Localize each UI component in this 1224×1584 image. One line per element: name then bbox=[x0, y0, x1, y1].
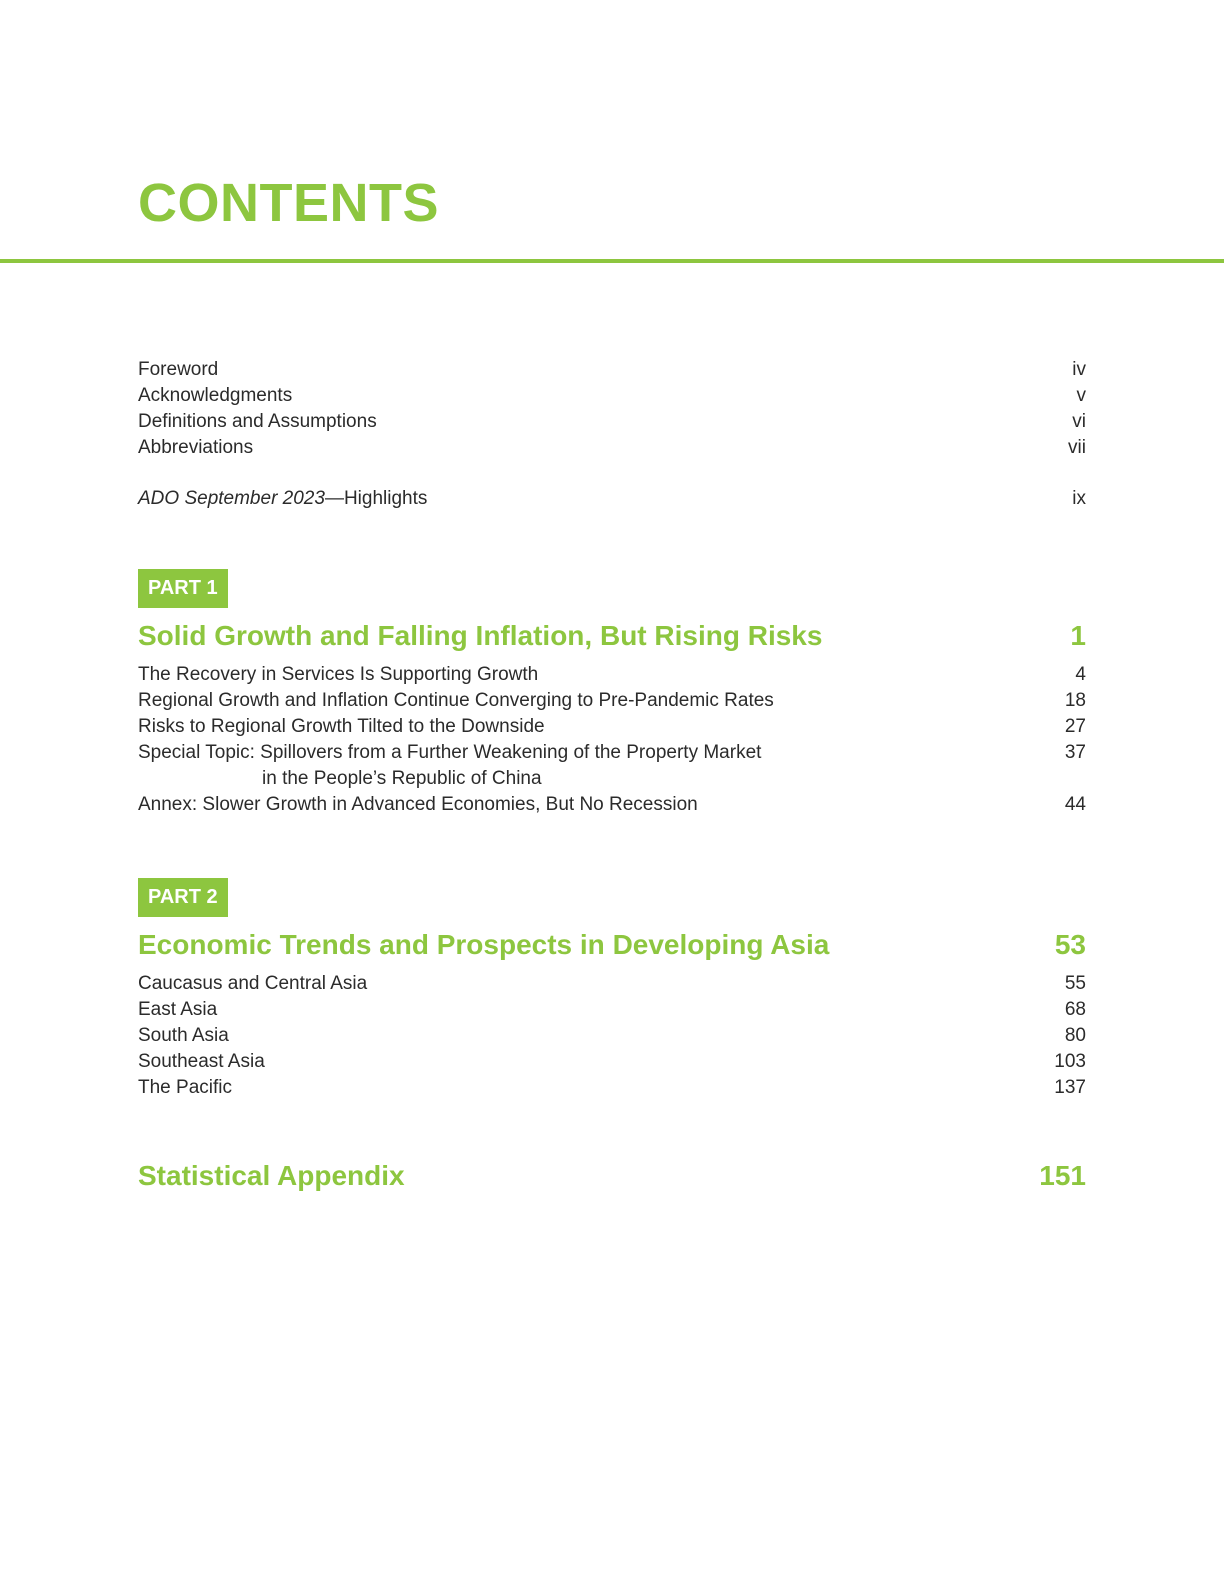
toc-entry-label: East Asia bbox=[138, 999, 218, 1020]
toc-entry-definitions[interactable] bbox=[138, 409, 1086, 435]
toc-entry[interactable] bbox=[138, 662, 1086, 688]
toc-entry-page: 80 bbox=[1064, 1025, 1086, 1046]
title-divider bbox=[0, 259, 1224, 263]
toc-entry-label: Foreword bbox=[138, 359, 219, 380]
toc-entry-page: iv bbox=[1072, 359, 1086, 380]
toc-entry-label: Abbreviations bbox=[138, 437, 254, 458]
part2-heading[interactable] bbox=[138, 925, 1086, 965]
toc-entry-abbreviations[interactable] bbox=[138, 435, 1086, 461]
toc-entry-label: Annex: Slower Growth in Advanced Economies, But No Recession bbox=[138, 794, 698, 815]
toc-entry-page: 103 bbox=[1054, 1051, 1086, 1072]
toc-entry-page: 27 bbox=[1064, 716, 1086, 737]
part1-title: Solid Growth and Falling Inflation, But Rising Risks bbox=[138, 620, 823, 651]
toc-entry-label: South Asia bbox=[138, 1025, 229, 1046]
toc-entry-page: 68 bbox=[1064, 999, 1086, 1020]
toc-entry-highlights[interactable] bbox=[138, 486, 1086, 512]
toc-entry[interactable] bbox=[138, 688, 1086, 714]
toc-entry-page: ix bbox=[1072, 488, 1086, 509]
toc-entry-label bbox=[138, 486, 1046, 512]
toc-entry-label: Southeast Asia bbox=[138, 1051, 265, 1072]
toc-entry[interactable] bbox=[138, 971, 1086, 997]
toc-entry-page: v bbox=[1076, 385, 1086, 406]
toc-entry-page: vi bbox=[1072, 411, 1086, 432]
part2-entries bbox=[138, 971, 1086, 1101]
toc-entry-page: 44 bbox=[1064, 794, 1086, 815]
part2-page: 53 bbox=[1054, 929, 1086, 960]
part2-badge: PART 2 bbox=[138, 878, 228, 917]
toc-entry-label: Acknowledgments bbox=[138, 385, 293, 406]
appendix-heading[interactable] bbox=[138, 1156, 1086, 1196]
part1-badge: PART 1 bbox=[138, 569, 228, 608]
toc-entry[interactable] bbox=[138, 1049, 1086, 1075]
appendix-page: 151 bbox=[1039, 1160, 1086, 1191]
toc-entry[interactable] bbox=[138, 740, 1086, 792]
toc-entry-foreword[interactable] bbox=[138, 357, 1086, 383]
toc-entry-page: 18 bbox=[1064, 690, 1086, 711]
part1-heading[interactable] bbox=[138, 616, 1086, 656]
toc-entry[interactable] bbox=[138, 714, 1086, 740]
toc-entry-page: 137 bbox=[1054, 1077, 1086, 1098]
highlights-suffix: —Highlights bbox=[324, 488, 428, 509]
toc-entry-acknowledgments[interactable] bbox=[138, 383, 1086, 409]
part1-page: 1 bbox=[1070, 620, 1086, 651]
toc-entry-page: vii bbox=[1068, 437, 1086, 458]
toc-entry-label: The Recovery in Services Is Supporting Growth bbox=[138, 664, 539, 685]
front-matter-list bbox=[138, 357, 1086, 461]
page-title: CONTENTS bbox=[138, 173, 439, 233]
toc-entry[interactable] bbox=[138, 1075, 1086, 1101]
part2-title: Economic Trends and Prospects in Developing Asia bbox=[138, 929, 830, 960]
part2-section bbox=[138, 878, 1086, 1101]
toc-entry-label: Definitions and Assumptions bbox=[138, 411, 377, 432]
toc-entry-page: 4 bbox=[1075, 664, 1086, 685]
part1-entries bbox=[138, 662, 1086, 818]
toc-entry-label: Caucasus and Central Asia bbox=[138, 973, 368, 994]
report-title-italic: ADO September 2023 bbox=[138, 488, 325, 509]
toc-entry-label: Regional Growth and Inflation Continue Converging to Pre-Pandemic Rates bbox=[138, 690, 774, 711]
toc-entry[interactable] bbox=[138, 997, 1086, 1023]
toc-entry-label bbox=[138, 740, 1046, 792]
highlights-section bbox=[138, 486, 1086, 512]
toc-entry-label-line2: in the People’s Republic of China bbox=[262, 768, 542, 789]
part1-section bbox=[138, 569, 1086, 818]
toc-entry-page: 37 bbox=[1064, 742, 1086, 763]
toc-entry[interactable] bbox=[138, 792, 1086, 818]
toc-entry-label-line1: Special Topic: Spillovers from a Further Weakening of the Property Market bbox=[138, 742, 762, 763]
toc-entry[interactable] bbox=[138, 1023, 1086, 1049]
toc-entry-label: The Pacific bbox=[138, 1077, 232, 1098]
appendix-section bbox=[138, 1156, 1086, 1196]
appendix-title: Statistical Appendix bbox=[138, 1160, 405, 1191]
toc-entry-label: Risks to Regional Growth Tilted to the Downside bbox=[138, 716, 545, 737]
toc-entry-page: 55 bbox=[1064, 973, 1086, 994]
